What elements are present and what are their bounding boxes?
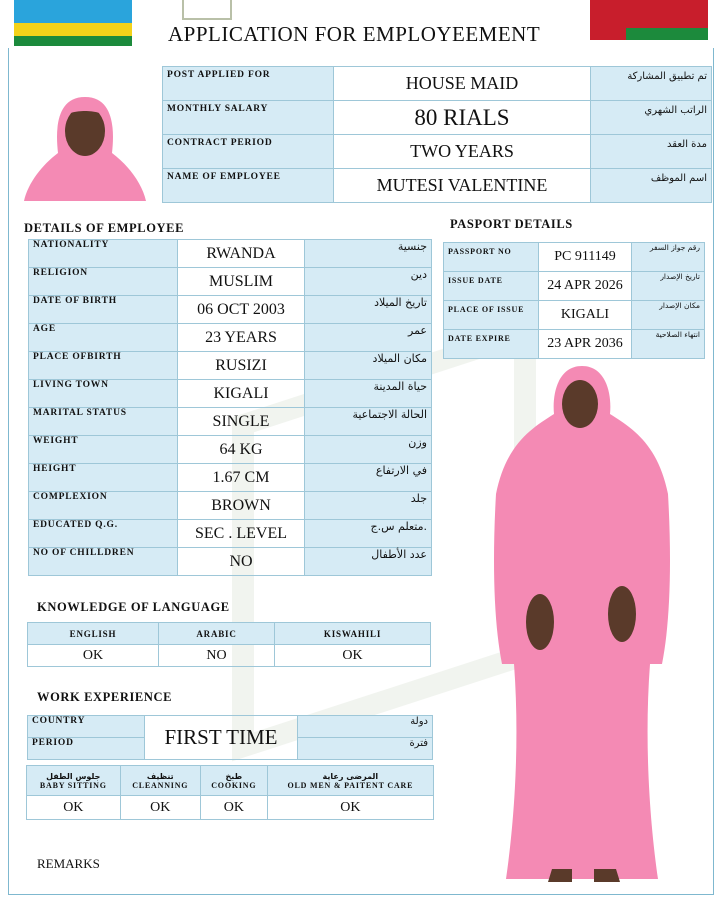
post-field-label: CONTRACT PERIOD bbox=[163, 135, 334, 169]
rwanda-flag bbox=[14, 0, 132, 46]
language-name: KISWAHILI bbox=[275, 623, 431, 645]
passport-field-label-ar: تاريخ الإصدار bbox=[632, 272, 705, 301]
details-field-label-ar: متعلم س.ج. bbox=[305, 520, 432, 548]
passport-field-value: 24 APR 2026 bbox=[539, 272, 632, 301]
details-row bbox=[29, 436, 432, 464]
passport-field-value: PC 911149 bbox=[539, 243, 632, 272]
passport-row bbox=[444, 330, 705, 359]
portrait-photo bbox=[24, 95, 146, 201]
details-field-label-ar: عمر bbox=[305, 324, 432, 352]
details-field-label-ar: جنسية bbox=[305, 240, 432, 268]
language-level: OK bbox=[28, 645, 159, 667]
details-field-label-ar: مكان الميلاد bbox=[305, 352, 432, 380]
details-field-value: 1.67 CM bbox=[178, 464, 305, 492]
details-field-value: SINGLE bbox=[178, 408, 305, 436]
details-field-label: COMPLEXION bbox=[29, 492, 178, 520]
skill-name-ar: جلوس الطفل bbox=[46, 771, 101, 781]
details-row bbox=[29, 464, 432, 492]
post-field-label: NAME OF EMPLOYEE bbox=[163, 169, 334, 203]
details-field-label: LIVING TOWN bbox=[29, 380, 178, 408]
work-experience-value: FIRST TIME bbox=[145, 716, 298, 760]
country-label: COUNTRY bbox=[28, 716, 145, 738]
details-field-label: WEIGHT bbox=[29, 436, 178, 464]
work-heading: WORK EXPERIENCE bbox=[37, 690, 173, 704]
skill-header bbox=[27, 766, 121, 796]
post-field-value: TWO YEARS bbox=[334, 135, 591, 169]
post-table bbox=[162, 66, 712, 203]
passport-field-label-ar: انتهاء الصلاحية bbox=[632, 330, 705, 359]
details-field-value: KIGALI bbox=[178, 380, 305, 408]
passport-field-value: 23 APR 2036 bbox=[539, 330, 632, 359]
details-field-value: SEC . LEVEL bbox=[178, 520, 305, 548]
details-field-label-ar: دين bbox=[305, 268, 432, 296]
language-table bbox=[27, 622, 431, 667]
details-row bbox=[29, 520, 432, 548]
passport-field-label: PASSPORT NO bbox=[444, 243, 539, 272]
details-field-label: DATE OF BIRTH bbox=[29, 296, 178, 324]
post-field-value: 80 RIALS bbox=[334, 101, 591, 135]
details-field-label-ar: الحالة الاجتماعية bbox=[305, 408, 432, 436]
skill-name: BABY SITTING bbox=[39, 780, 107, 790]
details-table bbox=[28, 239, 432, 576]
skill-level: OK bbox=[120, 796, 200, 820]
post-field-label-ar: مدة العقد bbox=[591, 135, 712, 169]
details-field-value: NO bbox=[178, 548, 305, 576]
post-row bbox=[163, 67, 712, 101]
passport-row bbox=[444, 243, 705, 272]
skill-name: CLEANNING bbox=[132, 780, 189, 790]
language-level: OK bbox=[275, 645, 431, 667]
passport-heading: PASPORT DETAILS bbox=[450, 217, 573, 231]
skills-table bbox=[26, 765, 434, 820]
skill-header bbox=[267, 766, 433, 796]
details-field-value: 64 KG bbox=[178, 436, 305, 464]
agency-logo bbox=[182, 0, 232, 20]
post-field-value: HOUSE MAID bbox=[334, 67, 591, 101]
details-field-label: NATIONALITY bbox=[29, 240, 178, 268]
details-field-label: AGE bbox=[29, 324, 178, 352]
details-field-label-ar: جلد bbox=[305, 492, 432, 520]
post-field-value: MUTESI VALENTINE bbox=[334, 169, 591, 203]
skill-name-ar: تنظيف bbox=[146, 771, 174, 781]
details-field-value: BROWN bbox=[178, 492, 305, 520]
period-label-ar: فترة bbox=[298, 738, 433, 760]
details-row bbox=[29, 380, 432, 408]
details-heading: DETAILS OF EMPLOYEE bbox=[24, 221, 185, 235]
details-row bbox=[29, 492, 432, 520]
details-field-label-ar: وزن bbox=[305, 436, 432, 464]
details-field-label: EDUCATED Q.G. bbox=[29, 520, 178, 548]
passport-table bbox=[443, 242, 705, 359]
details-row bbox=[29, 240, 432, 268]
post-field-label-ar: اسم الموظف bbox=[591, 169, 712, 203]
passport-field-label-ar: مكان الإصدار bbox=[632, 301, 705, 330]
details-field-value: MUSLIM bbox=[178, 268, 305, 296]
period-label: PERIOD bbox=[28, 738, 145, 760]
language-name: ARABIC bbox=[158, 623, 274, 645]
details-row bbox=[29, 268, 432, 296]
details-field-value: RWANDA bbox=[178, 240, 305, 268]
full-body-photo bbox=[492, 364, 672, 884]
details-field-label: NO OF CHILLDREN bbox=[29, 548, 178, 576]
details-field-label: HEIGHT bbox=[29, 464, 178, 492]
skill-level: OK bbox=[267, 796, 433, 820]
remarks-label: REMARKS bbox=[37, 856, 100, 871]
oman-flag bbox=[590, 0, 708, 40]
skill-level: OK bbox=[200, 796, 267, 820]
post-field-label-ar: تم تطبيق المشاركة bbox=[591, 67, 712, 101]
passport-field-label: PLACE OF ISSUE bbox=[444, 301, 539, 330]
skill-header bbox=[120, 766, 200, 796]
page-title: APPLICATION FOR EMPLOYEEMENT bbox=[168, 22, 541, 46]
skill-name: COOKING bbox=[211, 780, 257, 790]
language-heading: KNOWLEDGE OF LANGUAGE bbox=[37, 600, 230, 614]
details-row bbox=[29, 548, 432, 576]
passport-row bbox=[444, 272, 705, 301]
details-row bbox=[29, 352, 432, 380]
skill-header bbox=[200, 766, 267, 796]
details-row bbox=[29, 296, 432, 324]
skill-name-ar: طبخ bbox=[225, 771, 243, 781]
post-field-label: POST APPLIED FOR bbox=[163, 67, 334, 101]
details-field-value: 23 YEARS bbox=[178, 324, 305, 352]
passport-field-label: ISSUE DATE bbox=[444, 272, 539, 301]
details-field-value: 06 OCT 2003 bbox=[178, 296, 305, 324]
post-field-label: MONTHLY SALARY bbox=[163, 101, 334, 135]
details-field-label: RELIGION bbox=[29, 268, 178, 296]
skill-name: OLD MEN & PAITENT CARE bbox=[287, 780, 414, 790]
passport-field-value: KIGALI bbox=[539, 301, 632, 330]
details-row bbox=[29, 408, 432, 436]
details-field-label-ar: حياة المدينة bbox=[305, 380, 432, 408]
post-row bbox=[163, 135, 712, 169]
details-row bbox=[29, 324, 432, 352]
passport-row bbox=[444, 301, 705, 330]
post-row bbox=[163, 169, 712, 203]
language-level: NO bbox=[158, 645, 274, 667]
post-row bbox=[163, 101, 712, 135]
details-field-value: RUSIZI bbox=[178, 352, 305, 380]
details-field-label-ar: في الارتفاع bbox=[305, 464, 432, 492]
country-label-ar: دولة bbox=[298, 716, 433, 738]
skill-name-ar: المرضى رعاية bbox=[322, 771, 379, 781]
details-field-label: MARITAL STATUS bbox=[29, 408, 178, 436]
skill-level: OK bbox=[27, 796, 121, 820]
details-field-label: PLACE OFBIRTH bbox=[29, 352, 178, 380]
language-name: ENGLISH bbox=[28, 623, 159, 645]
passport-field-label-ar: رقم جواز السفر bbox=[632, 243, 705, 272]
post-field-label-ar: الراتب الشهري bbox=[591, 101, 712, 135]
details-field-label-ar: عدد الأطفال bbox=[305, 548, 432, 576]
details-field-label-ar: تاريخ الميلاد bbox=[305, 296, 432, 324]
work-table bbox=[27, 715, 433, 760]
passport-field-label: DATE EXPIRE bbox=[444, 330, 539, 359]
